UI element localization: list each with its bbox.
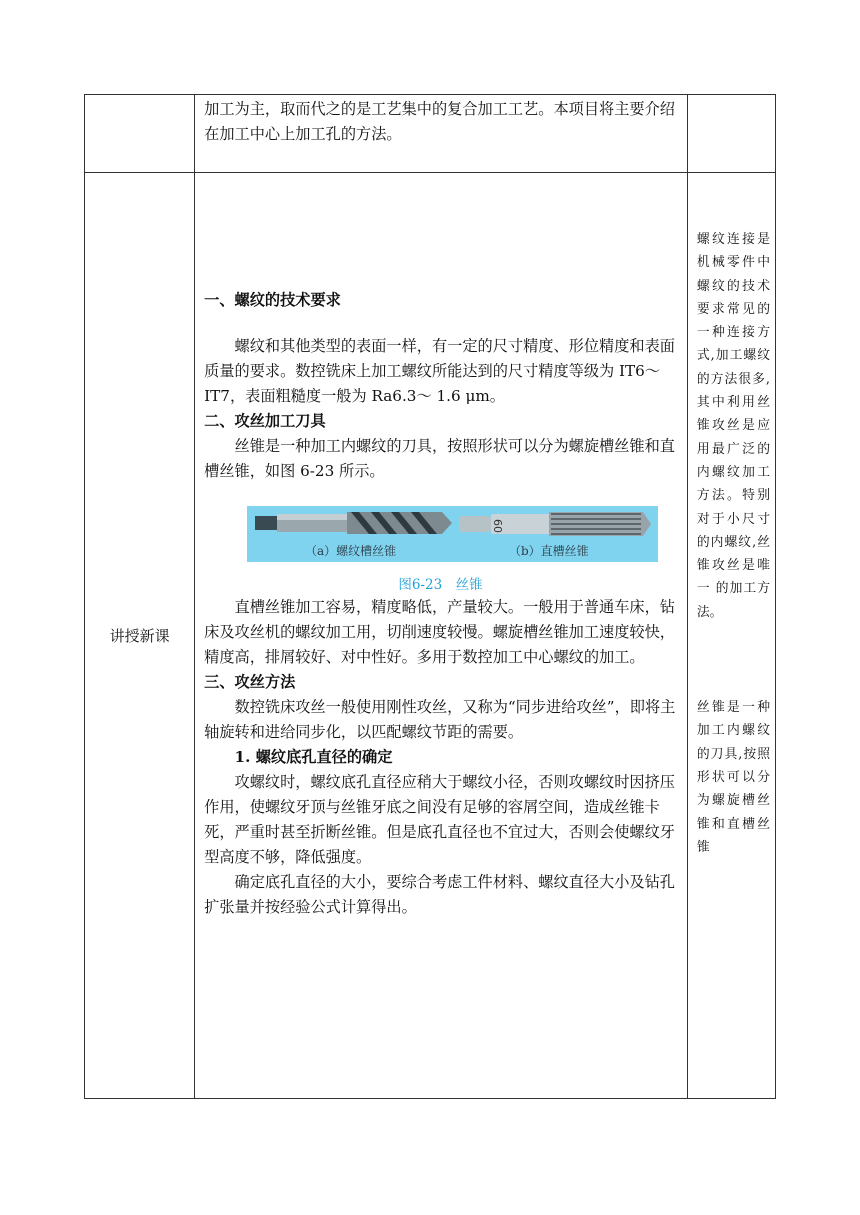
label-cell-empty: [85, 95, 195, 173]
heading-tapping-method: 三、攻丝方法: [204, 673, 296, 691]
heading-tapping-tools: 二、攻丝加工刀具: [204, 412, 326, 430]
table-row: [85, 173, 776, 1099]
note-cell-empty: [687, 95, 775, 173]
table-row: [85, 95, 776, 173]
figure-taps: [247, 506, 658, 562]
paragraph-tapping-tools: 丝锥是一种加工内螺纹的刀具，按照形状可以分为螺旋槽丝锥和直槽丝锥，如图 6-23 所示。: [204, 437, 675, 480]
spiral-flute-tap: [255, 512, 452, 534]
intro-paragraph-tail: 加工为主，取而代之的是工艺集中的复合加工工艺。本项目将主要介绍在加工中心上加工孔的方法。: [204, 100, 675, 143]
heading-thread-requirements: 一、螺纹的技术要求: [204, 291, 341, 309]
lesson-plan-table: [84, 94, 776, 1099]
taps-illustration: [247, 506, 658, 562]
section-label: 讲授新课: [109, 627, 170, 645]
paragraph-tapping-method: 数控铣床攻丝一般使用刚性攻丝，又称为“同步进给攻丝”，即将主轴旋转和进给同步化，以匹配螺纹节距的需要。: [204, 698, 676, 741]
paragraph-thread-requirements: 螺纹和其他类型的表面一样，有一定的尺寸精度、形位精度和表面质量的要求。数控铣床上加工螺纹所能达到的尺寸精度等级为 IT6～IT7，表面粗糙度一般为 Ra6.3～ 1.6 μm。: [204, 337, 675, 405]
tap-size-mark: 60: [491, 519, 505, 533]
content-cell: [195, 95, 688, 173]
figure-label-a: （a）螺纹槽丝锥: [305, 544, 397, 558]
paragraph-bottom-hole-2: 确定底孔直径的大小，要综合考虑工件材料、螺纹直径大小及钻孔扩张量并按经验公式计算得出。: [204, 873, 675, 916]
figure-caption: 图6-23 丝锥: [398, 577, 483, 593]
content-cell: [195, 173, 688, 1099]
label-cell: [85, 173, 195, 1099]
paragraph-tap-comparison: 直槽丝锥加工容易，精度略低，产量较大。一般用于普通车床，钻床及攻丝机的螺纹加工用，切削速度较慢。螺旋槽丝锥加工速度较快，精度高，排屑较好、对中性好。多用于数控加工中心螺纹的加工。: [204, 598, 675, 666]
note-cell: [687, 173, 775, 1099]
paragraph-bottom-hole-1: 攻螺纹时，螺纹底孔直径应稍大于螺纹小径，否则攻螺纹时因挤压作用，使螺纹牙顶与丝锥牙底之间没有足够的容屑空间，造成丝锥卡死，严重时甚至折断丝锥。但是底孔直径也不宜过大，否则会使螺纹牙型高度不够，降低强度。: [204, 773, 675, 866]
heading-bottom-hole-diameter: 1. 螺纹底孔直径的确定: [234, 748, 393, 766]
side-note-tap-definition: 丝锥是一种加工内螺纹的刀具,按照形状可以分为螺旋槽丝锥和直槽丝锥: [696, 700, 770, 855]
figure-label-b: （b）直槽丝锥: [509, 544, 589, 558]
side-note-thread-connection: 螺纹连接是机械零件中螺纹的技术要求常见的一种连接方式,加工螺纹的方法很多,其中利用丝锥攻丝是应用最广泛的内螺纹加工方法。特别对于小尺寸的内螺纹,丝锥攻丝是唯一 的加工方法。: [696, 232, 770, 620]
